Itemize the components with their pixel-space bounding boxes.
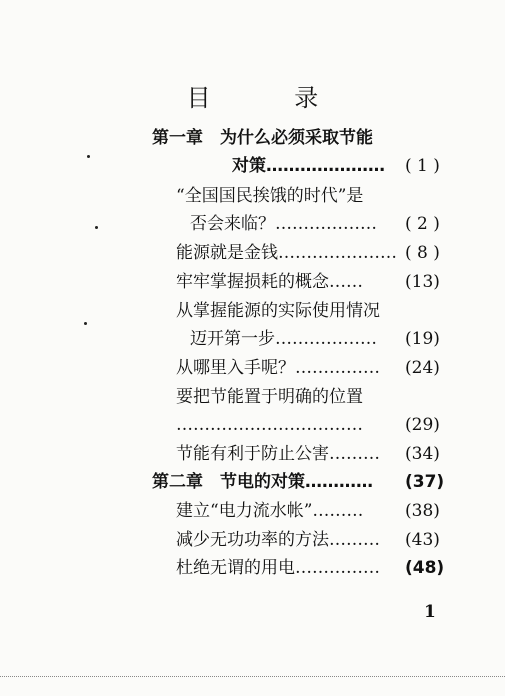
toc-entry-text: “全国国民挨饿的时代”是: [176, 186, 364, 206]
toc-entry-text: ……………………………: [176, 415, 363, 435]
toc-entry-page: (19): [405, 329, 440, 349]
scan-edge: [0, 676, 505, 679]
toc-entry-page: ( 2 ): [405, 214, 440, 234]
toc-entry-text: 对策…………………: [232, 156, 385, 176]
toc-entry-page: (24): [405, 358, 440, 378]
toc-entry-page: (43): [405, 530, 440, 550]
toc-entry-page: (37): [405, 472, 445, 492]
page-number: 1: [424, 602, 436, 622]
toc-entry-text: 迈开第一步………………: [190, 329, 377, 349]
scan-speck: [84, 322, 87, 325]
toc-entry-page: ( 1 ): [405, 156, 440, 176]
toc-entry-text: 牢牢掌握损耗的概念……: [176, 272, 363, 292]
toc-entry-page: ( 8 ): [405, 243, 440, 263]
toc-entry-page: (34): [405, 444, 440, 464]
toc-title: 目 录: [186, 84, 357, 112]
toc-entry-text: 要把节能置于明确的位置: [176, 387, 363, 407]
toc-entry-text: 杜绝无谓的用电……………: [176, 558, 380, 578]
toc-entry-text: 减少无功功率的方法………: [176, 530, 380, 550]
toc-entry-text: 从掌握能源的实际使用情况: [176, 301, 380, 321]
toc-entry-page: (13): [405, 272, 440, 292]
toc-entry-page: (38): [405, 501, 440, 521]
toc-entry-text: 建立“电力流水帐”………: [176, 501, 364, 521]
scan-speck: [87, 155, 90, 158]
toc-entry-page: (48): [405, 558, 445, 578]
scan-speck: [95, 226, 98, 229]
toc-entry-text: 能源就是金钱…………………: [176, 243, 397, 263]
toc-entry-text: 从哪里入手呢？……………: [176, 358, 380, 378]
toc-chapter-2: 第二章 节电的对策…………: [152, 472, 373, 492]
toc-entry-page: (29): [405, 415, 440, 435]
toc-chapter-1: 第一章 为什么必须采取节能: [152, 128, 373, 148]
toc-entry-text: 否会来临？………………: [190, 214, 377, 234]
toc-entry-text: 节能有利于防止公害………: [176, 444, 380, 464]
